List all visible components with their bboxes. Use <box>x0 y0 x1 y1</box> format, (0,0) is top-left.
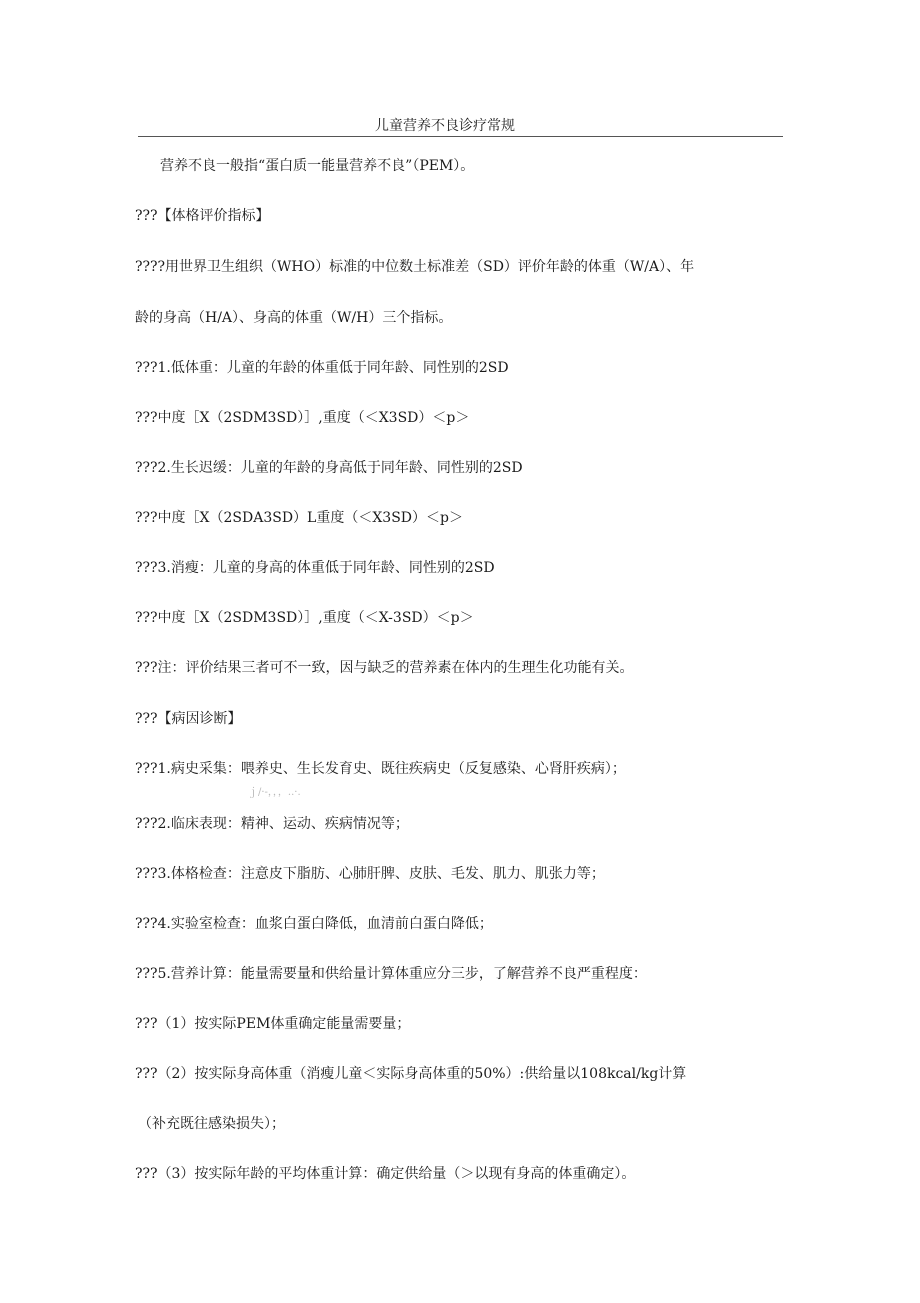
diagnosis-item-1: ???1.病史采集：喂养史、生长发育史、既往疾病史（反复感染、心肾肝疾病）； <box>135 761 626 777</box>
diagnosis-item-2: ???2.临床表现：精神、运动、疾病情况等； <box>135 816 409 832</box>
evaluation-note: ???注：评价结果三者可不一致，因与缺乏的营养素在体内的生理生化功能有关。 <box>135 660 634 676</box>
diagnosis-step-2-line1: ???（2）按实际身高体重（消瘦儿童＜实际身高体重的50%）:供给量以108kcal/kg计算 <box>135 1066 687 1082</box>
faint-scan-mark: ｊ/·-，，，..·. <box>248 787 301 798</box>
evaluation-paragraph-line2: 龄的身高（H/A）、身高的体重（W/H）三个指标。 <box>135 310 453 326</box>
evaluation-item-1-grade: ???中度［X（2SDM3SD）］,重度（＜X3SD）＜p＞ <box>135 410 470 426</box>
diagnosis-item-5: ???5.营养计算：能量需要量和供给量计算体重应分三步，了解营养不良严重程度： <box>135 966 647 982</box>
diagnosis-step-3: ???（3）按实际年龄的平均体重计算：确定供给量（＞以现有身高的体重确定）。 <box>135 1166 636 1182</box>
evaluation-item-3: ???3.消瘦：儿童的身高的体重低于同年龄、同性别的2SD <box>135 560 495 576</box>
diagnosis-step-1: ???（1）按实际PEM体重确定能量需要量； <box>135 1016 411 1032</box>
diagnosis-heading: ???【病因诊断】 <box>135 711 242 727</box>
diagnosis-item-3: ???3.体格检查：注意皮下脂肪、心肺肝脾、皮肤、毛发、肌力、肌张力等； <box>135 866 605 882</box>
title-rule <box>138 116 783 137</box>
evaluation-item-3-grade: ???中度［X（2SDM3SD）］,重度（＜X-3SD）＜p＞ <box>135 610 474 626</box>
diagnosis-step-2-line2: （补充既往感染损失）； <box>138 1116 285 1132</box>
evaluation-item-1: ???1.低体重：儿童的年龄的体重低于同年龄、同性别的2SD <box>135 360 509 376</box>
evaluation-item-2: ???2.生长迟缓：儿童的年龄的身高低于同年龄、同性别的2SD <box>135 460 523 476</box>
page-title: 儿童营养不良诊疗常规 <box>375 118 515 134</box>
evaluation-item-2-grade: ???中度［X（2SDA3SD）L重度（＜X3SD）＜p＞ <box>135 510 463 526</box>
evaluation-heading: ???【体格评价指标】 <box>135 208 270 224</box>
intro-paragraph: 营养不良一般指“蛋白质一能量营养不良”（PEM）。 <box>160 158 475 174</box>
evaluation-paragraph-line1: ????用世界卫生组织（WHO）标准的中位数土标准差（SD）评价年龄的体重（W/A）、年 <box>135 259 695 275</box>
diagnosis-item-4: ???4.实验室检查：血浆白蛋白降低，血清前白蛋白降低； <box>135 916 493 932</box>
